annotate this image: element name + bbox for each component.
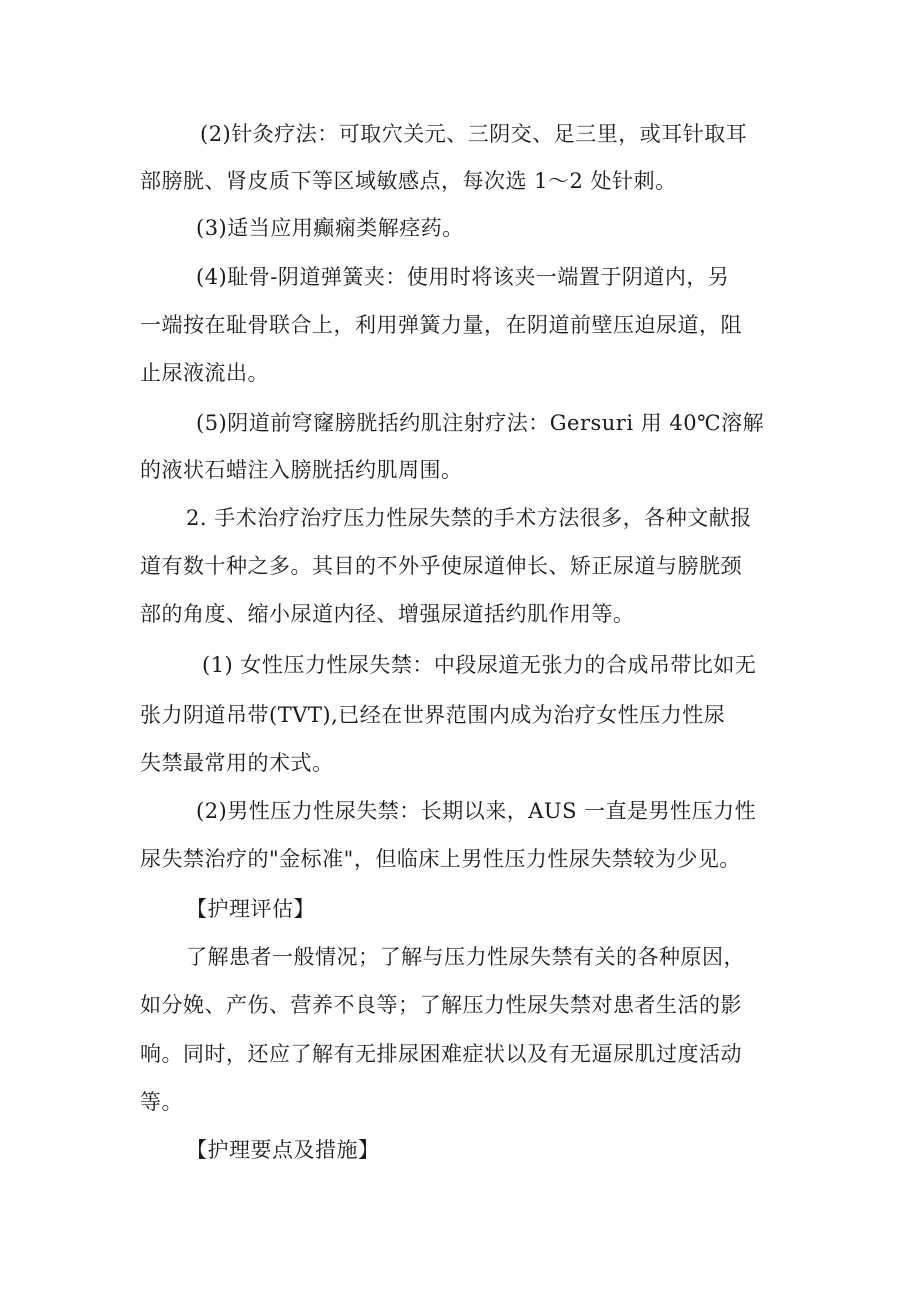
text-line: (2)男性压力性尿失禁：长期以来，AUS 一直是男性压力性 bbox=[196, 799, 757, 823]
text-line: 道有数十种之多。其目的不外乎使尿道伸长、矫正尿道与膀胱颈 bbox=[140, 554, 742, 578]
text-line: (2)针灸疗法：可取穴关元、三阴交、足三里，或耳针取耳 bbox=[200, 122, 748, 146]
section-heading-surgery: 2. 手术治疗治疗压力性尿失禁的手术方法很多，各种文献报 bbox=[186, 506, 752, 530]
text-line: 等。 bbox=[140, 1090, 183, 1114]
text-line: 止尿液流出。 bbox=[140, 361, 269, 385]
text-line: 了解患者一般情况；了解与压力性尿失禁有关的各种原因， bbox=[186, 945, 745, 969]
text-line: 响。同时，还应了解有无排尿困难症状以及有无逼尿肌过度活动 bbox=[140, 1042, 742, 1066]
section-heading-nursing-measures: 【护理要点及措施】 bbox=[186, 1138, 380, 1162]
text-line: 的液状石蜡注入膀胱括约肌周围。 bbox=[140, 458, 463, 482]
text-line: 尿失禁治疗的"金标准"，但临床上男性压力性尿失禁较为少见。 bbox=[140, 847, 741, 871]
text-line: (1) 女性压力性尿失禁：中段尿道无张力的合成吊带比如无 bbox=[202, 653, 757, 677]
text-line: (4)耻骨-阴道弹簧夹：使用时将该夹一端置于阴道内，另 bbox=[196, 265, 730, 289]
text-line: 一端按在耻骨联合上，利用弹簧力量，在阴道前壁压迫尿道，阻 bbox=[140, 313, 742, 337]
text-line: 部的角度、缩小尿道内径、增强尿道括约肌作用等。 bbox=[140, 602, 635, 626]
text-line: 如分娩、产伤、营养不良等；了解压力性尿失禁对患者生活的影 bbox=[140, 993, 742, 1017]
text-line: 失禁最常用的术式。 bbox=[140, 751, 334, 775]
text-line: 张力阴道吊带(TVT),已经在世界范围内成为治疗女性压力性尿 bbox=[140, 703, 726, 727]
text-line: 部膀胱、肾皮质下等区域敏感点，每次选 1～2 处针刺。 bbox=[140, 169, 677, 193]
text-line: (5)阴道前穹窿膀胱括约肌注射疗法：Gersuri 用 40℃溶解 bbox=[196, 411, 765, 435]
text-line: (3)适当应用癫痫类解痉药。 bbox=[196, 216, 464, 240]
section-heading-nursing-assessment: 【护理评估】 bbox=[186, 897, 315, 921]
